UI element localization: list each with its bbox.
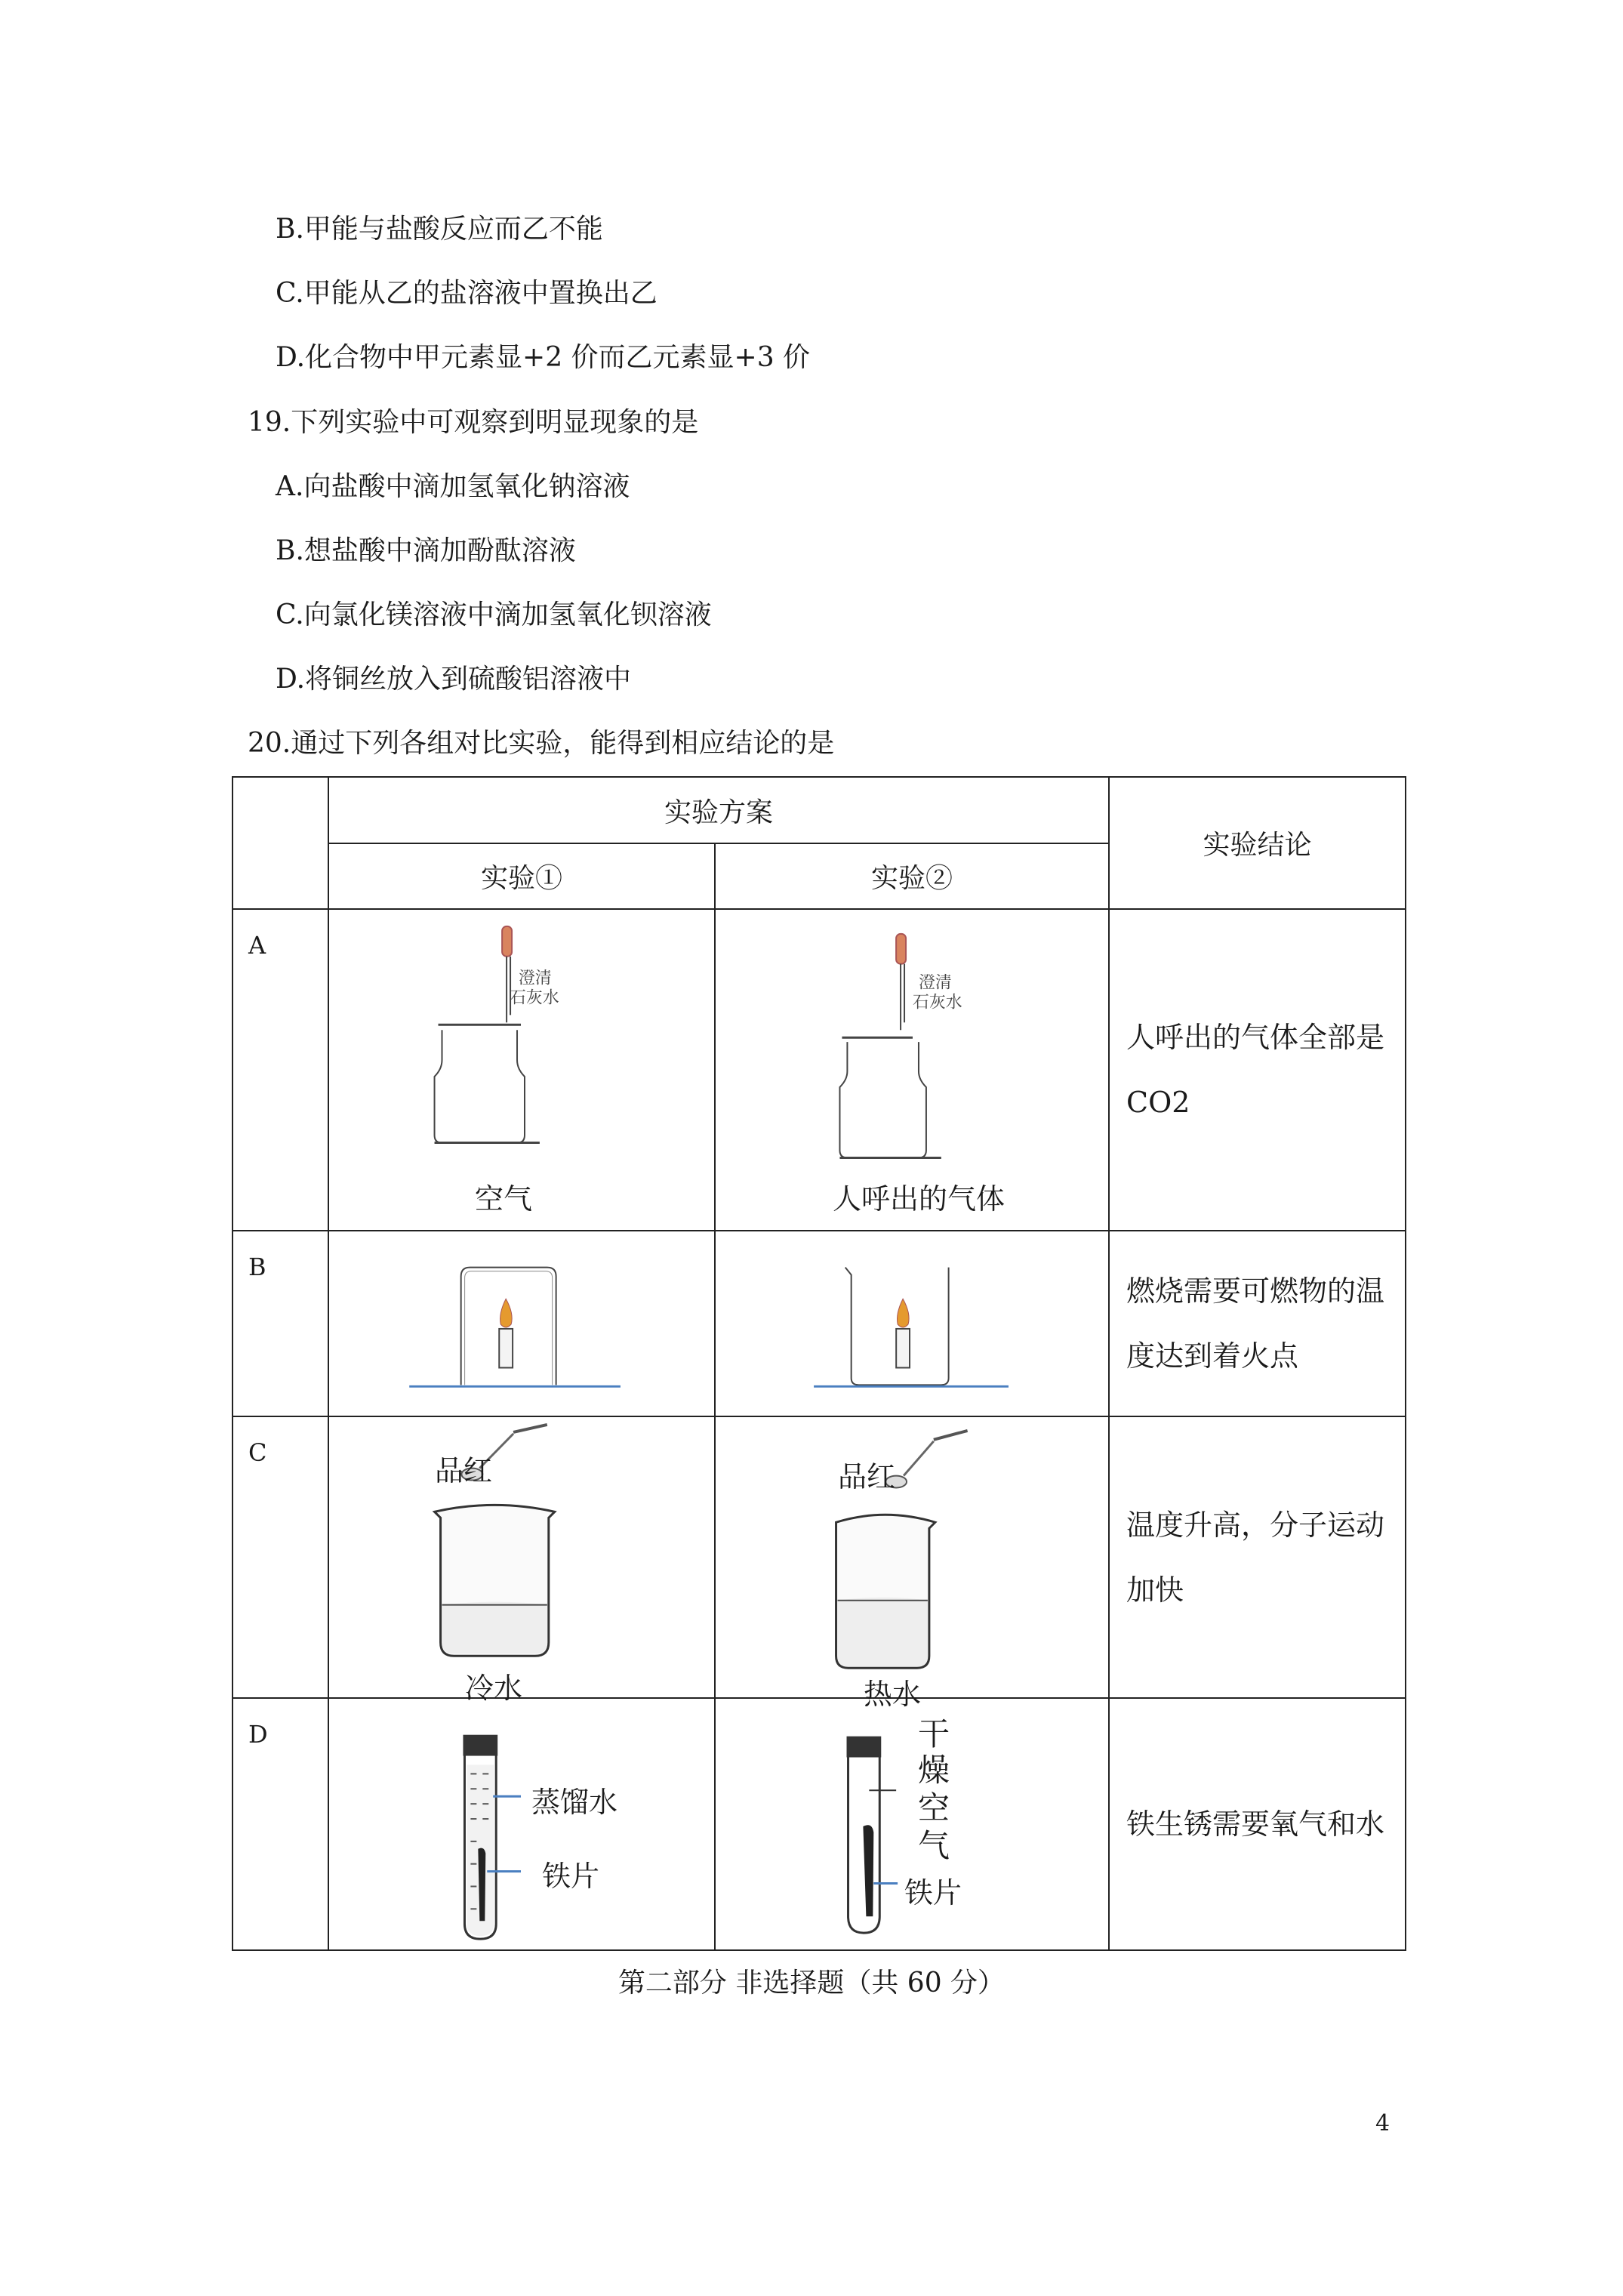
row-a-exp2	[715, 909, 1109, 1231]
covered-beaker-candle-figure	[329, 1231, 714, 1416]
experiment-table	[232, 776, 1406, 1951]
row-b-exp2	[715, 1231, 1109, 1416]
table-row-c	[233, 1416, 1406, 1698]
caption-air: 空气	[475, 1182, 533, 1216]
label-dry-2: 燥	[918, 1752, 950, 1789]
q18-option-b: B.甲能与盐酸反应而乙不能	[276, 214, 603, 245]
page-number: 4	[1375, 2110, 1390, 2137]
reagent-label-pinhong: 品红	[838, 1460, 896, 1493]
row-label-d: D	[233, 1698, 328, 1950]
conclusion-b: 燃烧需要可燃物的温度达到着火点	[1109, 1231, 1406, 1416]
row-c-exp2	[715, 1416, 1109, 1711]
q19-option-d: D.将铜丝放入到硫酸铝溶液中	[276, 664, 632, 695]
conclusion-c: 温度升高，分子运动加快	[1109, 1416, 1406, 1698]
row-label-a: A	[233, 909, 328, 1231]
reagent-label: 澄清	[519, 969, 552, 988]
reagent-label-2: 石灰水	[913, 993, 962, 1012]
row-b-exp1	[328, 1231, 715, 1416]
label-iron-strip: 铁片	[542, 1860, 600, 1893]
caption-cold-water: 冷水	[465, 1672, 523, 1705]
q19-option-c: C.向氯化镁溶液中滴加氢氧化钡溶液	[276, 599, 712, 630]
caption-exhaled-gas: 人呼出的气体	[833, 1182, 1006, 1216]
label-iron-strip: 铁片	[904, 1876, 962, 1909]
q19-option-b: B.想盐酸中滴加酚酞溶液	[276, 535, 576, 566]
table-row-b	[233, 1231, 1406, 1416]
q19-stem: 19.下列实验中可观察到明显现象的是	[248, 407, 699, 438]
header-empty-cell	[233, 777, 328, 909]
test-tube-water-iron-figure	[329, 1699, 714, 1949]
row-d-exp1	[328, 1698, 715, 1950]
conclusion-d: 铁生锈需要氧气和水	[1109, 1698, 1406, 1950]
q18-option-c: C.甲能从乙的盐溶液中置换出乙	[276, 278, 658, 309]
row-label-b: B	[233, 1231, 328, 1416]
beaker-spoon-hot-figure	[716, 1417, 1108, 1697]
label-air: 空	[918, 1789, 950, 1826]
header-exp1: 实验①	[328, 843, 715, 909]
table-row-a	[233, 909, 1406, 1231]
section-footer: 第二部分 非选择题（共 60 分）	[617, 1968, 1006, 1999]
table-row-d	[233, 1698, 1406, 1950]
reagent-label: 澄清	[918, 973, 952, 993]
row-a-exp1	[328, 909, 715, 1231]
row-label-c: C	[233, 1416, 328, 1698]
row-c-exp1	[328, 1416, 715, 1705]
q20-stem: 20.通过下列各组对比实验，能得到相应结论的是	[248, 728, 835, 759]
row-d-exp2	[715, 1698, 1109, 1950]
label-air-2: 气	[918, 1827, 950, 1864]
q18-option-d: D.化合物中甲元素显+2 价而乙元素显+3 价	[276, 342, 811, 373]
label-distilled-water: 蒸馏水	[531, 1786, 618, 1819]
caption-hot-water: 热水	[864, 1678, 922, 1711]
test-tube-dry-air-iron-figure	[716, 1699, 1108, 1949]
q19-option-a: A.向盐酸中滴加氢氧化钠溶液	[276, 471, 630, 502]
header-plan: 实验方案	[328, 777, 1109, 843]
header-exp2: 实验②	[715, 843, 1109, 909]
reagent-label-pinhong: 品红	[435, 1454, 493, 1487]
open-beaker-candle-figure	[716, 1231, 1108, 1416]
header-conclusion: 实验结论	[1109, 777, 1406, 909]
label-dry: 干	[918, 1715, 950, 1752]
beaker-spoon-cold-figure	[329, 1417, 714, 1697]
conclusion-a: 人呼出的气体全部是CO2	[1109, 909, 1406, 1231]
reagent-label-2: 石灰水	[510, 988, 559, 1008]
